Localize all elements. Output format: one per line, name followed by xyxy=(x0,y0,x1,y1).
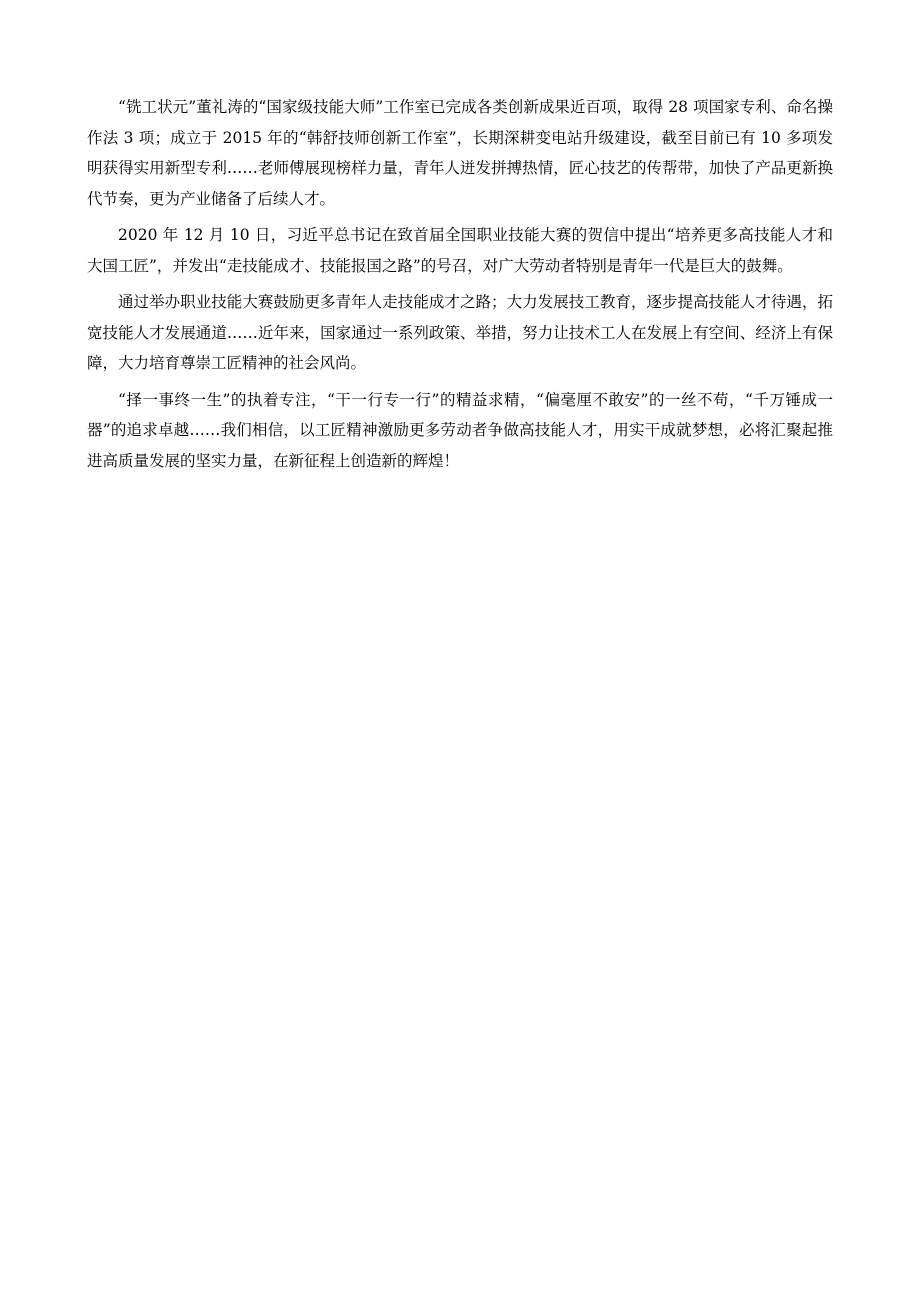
paragraph-1: “铣工状元”董礼涛的“国家级技能大师”工作室已完成各类创新成果近百项，取得 28 项国家专利、命名操作法 3 项；成立于 2015 年的“韩舒技师创新工作室”，长期深耕变电站升级建设，截至目前已有 10 多项发明获得实用新型专利……老师傅展现榜样力量，青年人迸发拼搏热情，匠心技艺的传帮带，加快了产品更新换代节奏，更为产业储备了后续人才。 xyxy=(87,98,833,208)
paragraph-3: 通过举办职业技能大赛鼓励更多青年人走技能成才之路；大力发展技工教育，逐步提高技能人才待遇，拓宽技能人才发展通道……近年来，国家通过一系列政策、举措，努力让技术工人在发展上有空间、经济上有保障，大力培育尊崇工匠精神的社会风尚。 xyxy=(87,293,833,372)
paragraph-4: “择一事终一生”的执着专注，“干一行专一行”的精益求精，“偏毫厘不敢安”的一丝不苟，“千万锤成一器”的追求卓越……我们相信，以工匠精神激励更多劳动者争做高技能人才，用实干成就梦想，必将汇聚起推进高质量发展的坚实力量，在新征程上创造新的辉煌！ xyxy=(87,390,833,470)
article-body xyxy=(87,92,833,482)
paragraph-2: 2020 年 12 月 10 日，习近平总书记在致首届全国职业技能大赛的贺信中提出“培养更多高技能人才和大国工匠”，并发出“走技能成才、技能报国之路”的号召，对广大劳动者特别是青年一代是巨大的鼓舞。 xyxy=(87,226,833,275)
